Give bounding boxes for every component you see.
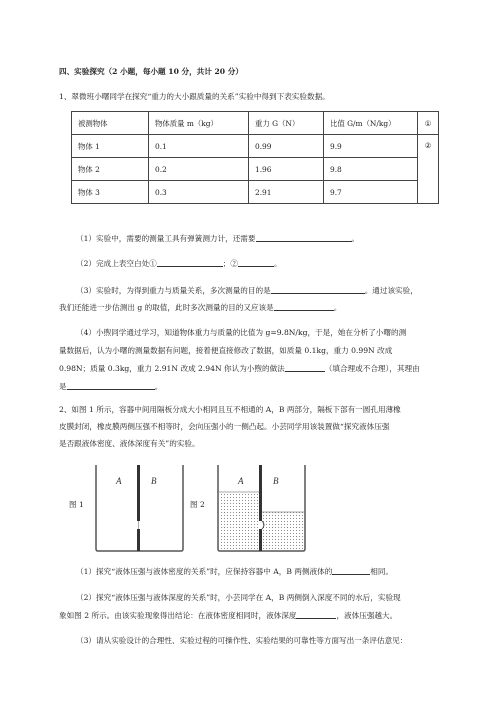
table-row — [72, 135, 439, 158]
q1-part2 — [76, 258, 282, 269]
q1-part4-line2: 量数据后，认为小曙的测量数据有问题，接着便直接修改了数据，如质量 0.1kg，重力 0.99N 改成 — [59, 346, 393, 355]
q2-part2-text: 象如图 2 所示。由该实验现象得出结论：在液体密度相同时，液体深度 — [59, 611, 297, 620]
table-header-row — [72, 112, 439, 135]
q1-part2-text: （2）完成上表空白处① — [76, 259, 157, 268]
q1-part4-line1: （4）小煦同学通过学习，知道物体重力与质量的比值为 g=9.8N/kg，于是，她在分析了小曙的测 — [76, 328, 407, 337]
q1-part4-text: 0.98N；质量 0.3kg，重力 2.91N 改成 2.94N 你认为小煦的做法 — [59, 364, 285, 373]
q1-part3-line1 — [76, 285, 418, 296]
q2-part1-text: （1）探究“液体压强与液体密度的关系”时，应保持容器中 A，B 两侧液体的 — [76, 567, 333, 576]
answer-blank[interactable] — [67, 381, 155, 390]
blank-marker-1: ① — [418, 112, 439, 135]
q1-part4-line3 — [59, 363, 420, 374]
table-row — [72, 158, 439, 181]
q1-part3-text2: 我们还能进一步估测出 g 的取值，此时多次测量的目的又应该是 — [59, 303, 274, 312]
table-cell: 9.9 — [324, 135, 418, 158]
label-a: A — [238, 476, 244, 486]
table-cell: 0.2 — [149, 158, 249, 181]
q2-part2-line2 — [59, 610, 397, 621]
table-cell: 物体 3 — [72, 181, 149, 204]
q1-part1-text: （1）实验中，需要的测量工具有弹簧测力计，还需要 — [76, 234, 256, 243]
q2-intro-line2: 皮膜封闭，橡皮膜两侧压强不相等时，会向压强小的一侧凸起。小芸同学用该装置做“探究液体压强 — [59, 422, 390, 431]
answer-blank[interactable] — [271, 285, 365, 294]
table-cell: 0.99 — [249, 135, 324, 158]
label-a: A — [116, 476, 122, 486]
q1-part3-end: 。 — [333, 303, 342, 312]
q1-part4-text-mid: （填合理或不合理），其理由 — [324, 364, 420, 373]
table-cell: 物体 2 — [72, 158, 149, 181]
table-header: 比值 G/m（N/kg） — [324, 112, 418, 135]
q2-intro-line3: 是否跟液体密度、液体深度有关”的实验。 — [59, 439, 200, 448]
answer-blank[interactable] — [274, 302, 334, 311]
table-cell: 9.7 — [324, 181, 418, 204]
q2-part1 — [76, 566, 393, 577]
data-table — [71, 111, 439, 204]
table-row — [72, 181, 439, 204]
figure-2-container — [214, 463, 309, 553]
divider-lower — [259, 529, 262, 551]
q1-part1-end: 。 — [351, 234, 360, 243]
q1-part4-text-shi: 是 — [59, 382, 67, 391]
blank-marker-2: ② — [418, 135, 439, 204]
q2-part2-end: ，液体压强越大。 — [336, 611, 398, 620]
figure-1-label: 图 1 — [69, 500, 84, 509]
divider-lower — [137, 529, 140, 551]
q1-intro: 1、翠微班小曙同学在探究“重力的大小跟质量的关系”实验中得到下表实验数据。 — [59, 92, 330, 101]
q1-part4-line4 — [59, 381, 162, 392]
q1-part3-text: （3）实验时，为得到重力与质量关系，多次测量的目的是 — [76, 286, 271, 295]
answer-blank[interactable] — [285, 363, 325, 372]
q1-part2-end: 。 — [273, 259, 282, 268]
table-header: 重力 G（N） — [249, 112, 324, 135]
table-cell: 0.3 — [149, 181, 249, 204]
table-cell: 0.1 — [149, 135, 249, 158]
divider-upper — [137, 465, 140, 521]
table-cell: 1.96 — [249, 158, 324, 181]
table-cell: 9.8 — [324, 158, 418, 181]
table-header: 物体质量 m（kg） — [149, 112, 249, 135]
water-side-a — [219, 492, 259, 550]
q1-part3-text-end: 。通过该实验， — [364, 286, 418, 295]
q1-part1 — [76, 233, 359, 244]
water-side-b — [262, 512, 304, 550]
q2-part3: （3）请从实验设计的合理性、实验过程的可操作性、实验结果的可靠性等方面写出一条评估意见： — [76, 636, 408, 645]
divider-upper — [259, 465, 262, 521]
q1-part2-mid: ；② — [222, 259, 238, 268]
answer-blank[interactable] — [332, 566, 370, 575]
answer-blank[interactable] — [296, 610, 336, 619]
q1-part4-end: 。 — [154, 382, 163, 391]
answer-blank[interactable] — [238, 258, 274, 267]
table-cell: 物体 1 — [72, 135, 149, 158]
figure-2-label: 图 2 — [190, 500, 205, 509]
section-title: 四、实验探究（2 小题，每小题 10 分，共计 20 分） — [59, 67, 243, 76]
q2-part1-end: 相同。 — [370, 567, 394, 576]
label-b: B — [273, 476, 279, 486]
q2-part2-line1: （2）探究“液体压强与液体深度的关系”时，小芸同学在 A，B 两侧倒入深度不同的水后，实验现 — [76, 593, 401, 602]
label-b: B — [151, 476, 157, 486]
answer-blank[interactable] — [256, 233, 352, 242]
table-cell: 2.91 — [249, 181, 324, 204]
q1-part3-line2 — [59, 302, 341, 313]
answer-blank[interactable] — [157, 258, 223, 267]
table-header: 被测物体 — [72, 112, 149, 135]
q2-intro-line1: 2、如图 1 所示，容器中间用隔板分成大小相同且互不相通的 A，B 两部分，隔板下部有一圆孔用薄橡 — [59, 405, 401, 414]
figure-1-container — [92, 463, 187, 553]
